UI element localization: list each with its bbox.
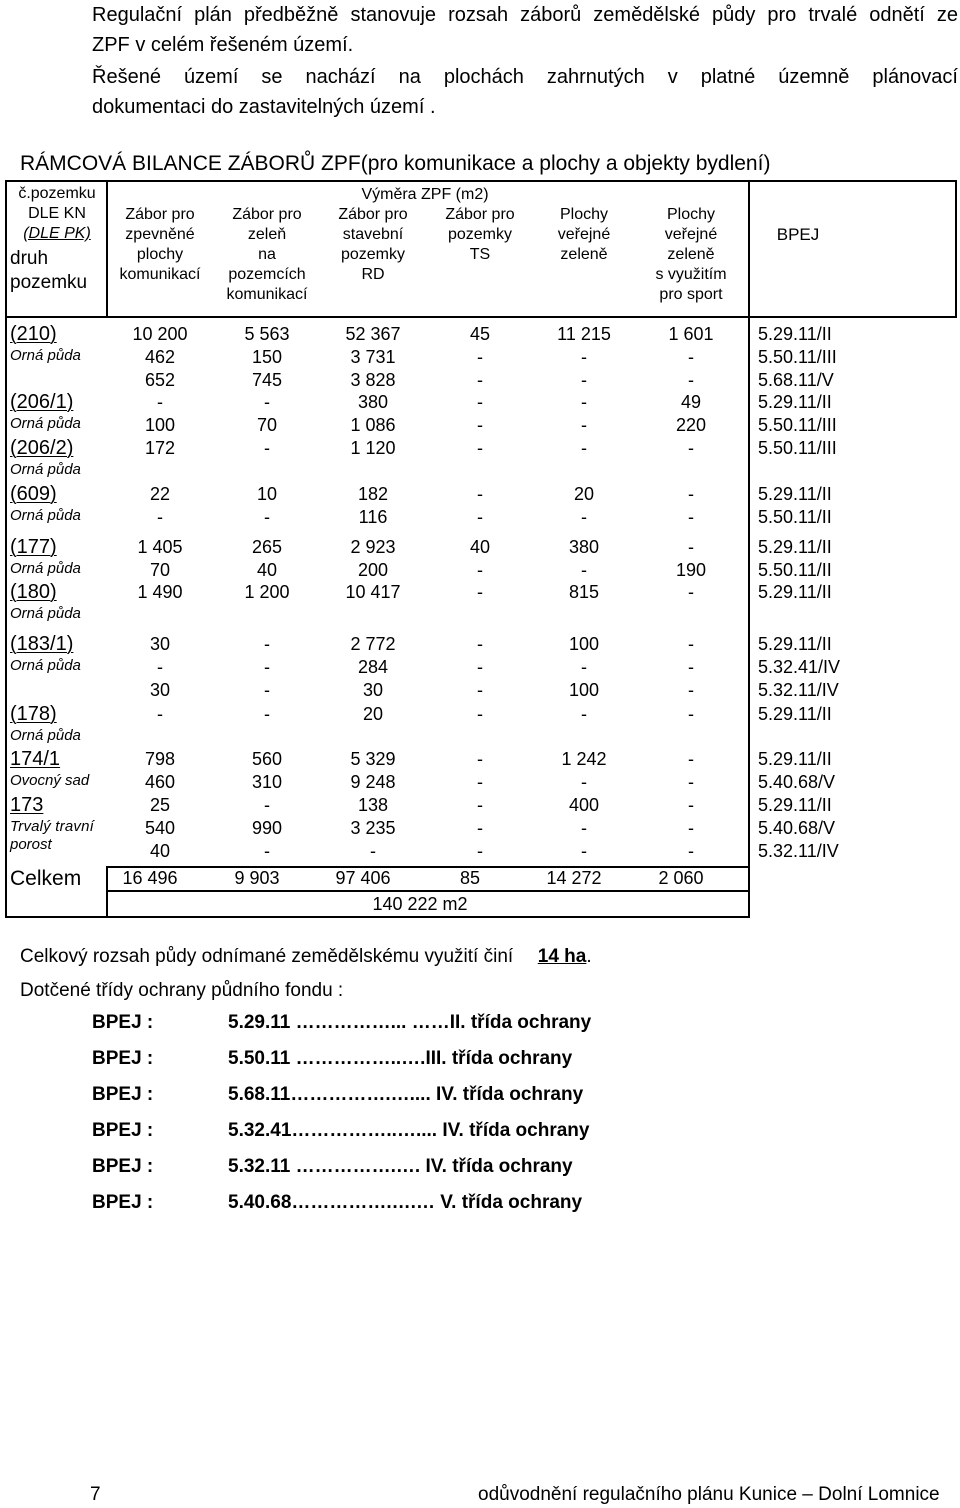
header-group: Výměra ZPF (m2) bbox=[361, 186, 489, 203]
table-cell: - bbox=[477, 657, 483, 677]
bpej-code: 5.40.68/V bbox=[758, 818, 836, 838]
table-cell: 150 bbox=[251, 347, 283, 367]
table-cell: - bbox=[688, 438, 694, 458]
table-cell: - bbox=[157, 704, 163, 724]
table-cell: - bbox=[264, 438, 270, 458]
land-type: Orná půda bbox=[10, 727, 81, 744]
bpej-list-value: 5.32.11 …………….…. IV. třída ochrany bbox=[228, 1156, 573, 1177]
total-grand: 140 222 m2 bbox=[372, 894, 468, 914]
table-cell: 200 bbox=[357, 560, 389, 580]
header-col-6-line: zeleně bbox=[667, 246, 715, 263]
table-cell: 265 bbox=[251, 537, 283, 557]
total-mid-rule bbox=[106, 890, 750, 892]
table-cell: - bbox=[477, 841, 483, 861]
table-cell: 172 bbox=[144, 438, 176, 458]
header-col-4-line: Zábor pro bbox=[445, 206, 515, 223]
table-cell: 10 bbox=[256, 484, 278, 504]
table-cell: - bbox=[581, 347, 587, 367]
bpej-code: 5.29.11/II bbox=[758, 795, 832, 815]
bpej-list-key: BPEJ : bbox=[92, 1156, 154, 1177]
summary-text: Celkový rozsah půdy odnímané zemědělskému využití činí bbox=[20, 946, 514, 967]
table-cell: - bbox=[581, 818, 587, 838]
table-cell: - bbox=[477, 347, 483, 367]
table-cell: 560 bbox=[251, 749, 283, 769]
total-cell: 16 496 bbox=[122, 868, 178, 888]
table-cell: - bbox=[688, 795, 694, 815]
table-cell: - bbox=[688, 634, 694, 654]
table-cell: 70 bbox=[256, 415, 278, 435]
table-cell: 10 417 bbox=[345, 582, 401, 602]
header-col-5-line: zeleně bbox=[560, 246, 608, 263]
header-parcel-l3: (DLE PK) bbox=[23, 225, 91, 242]
header-col-5-line: veřejné bbox=[557, 226, 611, 243]
table-cell: - bbox=[688, 818, 694, 838]
total-label: Celkem bbox=[10, 867, 82, 890]
table-cell: - bbox=[264, 657, 270, 677]
table-cell: 220 bbox=[675, 415, 707, 435]
table-cell: - bbox=[581, 438, 587, 458]
table-cell: 3 828 bbox=[350, 370, 396, 390]
table-cell: - bbox=[477, 582, 483, 602]
header-col-6 bbox=[636, 205, 746, 305]
header-col-2-line: na bbox=[258, 246, 276, 263]
intro-p1-line2: ZPF v celém řešeném území. bbox=[92, 34, 354, 56]
parcel-label: 173 bbox=[10, 794, 44, 816]
bpej-code: 5.32.11/IV bbox=[758, 841, 839, 861]
table-cell: - bbox=[581, 657, 587, 677]
header-col-5 bbox=[529, 205, 639, 265]
table-cell: 2 772 bbox=[350, 634, 396, 654]
table-cell: - bbox=[688, 370, 694, 390]
bpej-list-key: BPEJ : bbox=[92, 1120, 154, 1141]
table-cell: 30 bbox=[149, 634, 171, 654]
table-cell: - bbox=[264, 704, 270, 724]
table-cell: 100 bbox=[568, 634, 600, 654]
bpej-code: 5.29.11/II bbox=[758, 704, 832, 724]
bpej-header-box bbox=[748, 180, 957, 318]
table-cell: 190 bbox=[675, 560, 707, 580]
header-col-3-line: pozemky bbox=[340, 246, 406, 263]
table-cell: - bbox=[477, 370, 483, 390]
bpej-code: 5.50.11/II bbox=[758, 560, 832, 580]
table-cell: 9 248 bbox=[350, 772, 396, 792]
bpej-code: 5.29.11/II bbox=[758, 749, 832, 769]
header-bpej: BPEJ bbox=[776, 225, 820, 244]
land-type: Orná půda bbox=[10, 461, 81, 478]
intro-p1-line1: Regulační plán předběžně stanovuje rozsah záborů zemědělské půdy pro trvalé odnětí ze bbox=[92, 4, 958, 26]
table-cell: - bbox=[157, 507, 163, 527]
total-cell: 14 272 bbox=[546, 868, 602, 888]
bpej-code: 5.29.11/II bbox=[758, 484, 832, 504]
table-cell: - bbox=[581, 392, 587, 412]
header-col-2-line: pozemcích bbox=[228, 266, 306, 283]
table-cell: 5 329 bbox=[350, 749, 396, 769]
header-col-1-line: komunikací bbox=[119, 266, 201, 283]
table-cell: 460 bbox=[144, 772, 176, 792]
table-cell: - bbox=[581, 415, 587, 435]
table-cell: 1 490 bbox=[137, 582, 183, 602]
table-cell: 116 bbox=[358, 507, 388, 527]
header-col-1-line: zpevněné bbox=[125, 226, 195, 243]
table-cell: 40 bbox=[149, 841, 171, 861]
footer-text: odůvodnění regulačního plánu Kunice – Dolní Lomnice bbox=[478, 1484, 940, 1505]
bpej-list-value: 5.29.11 ……………... ……II. třída ochrany bbox=[228, 1012, 592, 1033]
header-col-4-line: TS bbox=[469, 246, 491, 263]
bpej-code: 5.32.41/IV bbox=[758, 657, 841, 677]
total-cell: 2 060 bbox=[658, 868, 704, 888]
intro-p2-line2: dokumentaci do zastavitelných území . bbox=[92, 96, 436, 118]
bpej-code: 5.68.11/V bbox=[758, 370, 834, 390]
bpej-code: 5.29.11/II bbox=[758, 582, 832, 602]
header-col-1 bbox=[105, 205, 215, 285]
table-cell: - bbox=[581, 841, 587, 861]
land-type-cont: porost bbox=[10, 836, 52, 853]
table-cell: - bbox=[477, 392, 483, 412]
bpej-code: 5.50.11/III bbox=[758, 415, 837, 435]
table-cell: 400 bbox=[568, 795, 600, 815]
header-col-3-line: stavební bbox=[342, 226, 404, 243]
bpej-list-value: 5.32.41……………..….... IV. třída ochrany bbox=[228, 1120, 590, 1141]
table-cell: 40 bbox=[256, 560, 278, 580]
header-parcel-l5: pozemku bbox=[10, 272, 88, 293]
parcel-label: (609) bbox=[10, 483, 57, 505]
table-cell: 182 bbox=[357, 484, 389, 504]
table-cell: - bbox=[688, 582, 694, 602]
bpej-code: 5.50.11/II bbox=[758, 507, 832, 527]
table-cell: - bbox=[477, 507, 483, 527]
header-col-4-line: pozemky bbox=[447, 226, 513, 243]
table-cell: - bbox=[477, 438, 483, 458]
parcel-label: 174/1 bbox=[10, 748, 61, 770]
parcel-label: (206/2) bbox=[10, 437, 74, 459]
table-cell: - bbox=[688, 507, 694, 527]
intro-p2-line1: Řešené území se nachází na plochách zahrnutých v platné územně plánovací bbox=[92, 66, 958, 88]
bpej-list-key: BPEJ : bbox=[92, 1192, 154, 1213]
table-cell: 310 bbox=[251, 772, 283, 792]
table-cell: 1 086 bbox=[350, 415, 396, 435]
table-cell: 540 bbox=[144, 818, 176, 838]
land-type: Trvalý travní bbox=[10, 818, 95, 835]
bpej-list-key: BPEJ : bbox=[92, 1048, 154, 1069]
land-type: Orná půda bbox=[10, 657, 81, 674]
table-cell: 30 bbox=[362, 680, 384, 700]
table-cell: - bbox=[581, 704, 587, 724]
table-cell: - bbox=[477, 560, 483, 580]
parcel-label: (178) bbox=[10, 703, 57, 725]
parcel-label: (183/1) bbox=[10, 633, 74, 655]
summary-line-2: Dotčené třídy ochrany půdního fondu : bbox=[20, 980, 344, 1001]
table-cell: - bbox=[688, 347, 694, 367]
bpej-code: 5.29.11/II bbox=[758, 537, 832, 557]
table-cell: - bbox=[477, 415, 483, 435]
header-parcel bbox=[8, 184, 106, 244]
header-col-6-line: veřejné bbox=[664, 226, 718, 243]
bpej-code: 5.50.11/III bbox=[758, 438, 837, 458]
table-cell: 1 601 bbox=[668, 324, 714, 344]
table-cell: 20 bbox=[573, 484, 595, 504]
parcel-label: (180) bbox=[10, 581, 57, 603]
bpej-list-value: 5.68.11…………….….... IV. třída ochrany bbox=[228, 1084, 584, 1105]
table-cell: 1 120 bbox=[350, 438, 396, 458]
table-cell: 462 bbox=[144, 347, 176, 367]
header-col-3 bbox=[318, 205, 428, 285]
bpej-list-key: BPEJ : bbox=[92, 1012, 154, 1033]
table-cell: - bbox=[477, 795, 483, 815]
table-cell: 652 bbox=[144, 370, 176, 390]
table-cell: - bbox=[477, 772, 483, 792]
table-cell: 20 bbox=[362, 704, 384, 724]
land-type: Orná půda bbox=[10, 415, 81, 432]
table-cell: 70 bbox=[149, 560, 171, 580]
table-cell: 52 367 bbox=[345, 324, 401, 344]
total-cell: 9 903 bbox=[234, 868, 280, 888]
header-col-4 bbox=[425, 205, 535, 265]
bpej-code: 5.50.11/III bbox=[758, 347, 837, 367]
bpej-code: 5.29.11/II bbox=[758, 634, 832, 654]
intro-paragraph-2 bbox=[92, 62, 958, 122]
total-cell: 97 406 bbox=[335, 868, 391, 888]
page-number: 7 bbox=[90, 1484, 101, 1505]
table-cell: 284 bbox=[357, 657, 389, 677]
table-cell: 745 bbox=[251, 370, 283, 390]
table-cell: 380 bbox=[357, 392, 389, 412]
table-cell: 40 bbox=[469, 537, 491, 557]
table-cell: - bbox=[688, 704, 694, 724]
header-col-6-line: pro sport bbox=[659, 286, 723, 303]
table-cell: - bbox=[688, 657, 694, 677]
parcel-label: (177) bbox=[10, 536, 57, 558]
table-cell: - bbox=[264, 634, 270, 654]
header-col-2-line: Zábor pro bbox=[232, 206, 302, 223]
table-cell: 2 923 bbox=[350, 537, 396, 557]
summary-line-1 bbox=[20, 946, 592, 968]
land-type: Orná půda bbox=[10, 560, 81, 577]
table-cell: - bbox=[581, 370, 587, 390]
table-cell: 45 bbox=[469, 324, 491, 344]
land-type: Orná půda bbox=[10, 347, 81, 364]
table-cell: - bbox=[157, 392, 163, 412]
header-col-3-line: RD bbox=[361, 266, 385, 283]
table-cell: - bbox=[157, 657, 163, 677]
table-cell: - bbox=[477, 484, 483, 504]
table-cell: - bbox=[581, 560, 587, 580]
header-parcel-l2: DLE KN bbox=[28, 205, 86, 222]
table-cell: 11 215 bbox=[557, 324, 611, 344]
bpej-list-key: BPEJ : bbox=[92, 1084, 154, 1105]
table-cell: 25 bbox=[149, 795, 171, 815]
bpej-code: 5.32.11/IV bbox=[758, 680, 839, 700]
table-cell: - bbox=[688, 484, 694, 504]
table-cell: 5 563 bbox=[244, 324, 290, 344]
header-col-2-line: zeleň bbox=[247, 226, 287, 243]
table-cell: - bbox=[264, 507, 270, 527]
table-cell: 22 bbox=[149, 484, 171, 504]
land-type: Ovocný sad bbox=[10, 772, 90, 789]
table-cell: 1 405 bbox=[137, 537, 183, 557]
table-cell: - bbox=[264, 841, 270, 861]
bpej-code: 5.40.68/V bbox=[758, 772, 836, 792]
header-col-2-line: komunikací bbox=[226, 286, 308, 303]
table-cell: 380 bbox=[568, 537, 600, 557]
table-cell: 49 bbox=[680, 392, 702, 412]
table-cell: - bbox=[688, 537, 694, 557]
table-cell: - bbox=[477, 634, 483, 654]
table-cell: 3 235 bbox=[350, 818, 396, 838]
parcel-label: (210) bbox=[10, 323, 57, 345]
table-cell: 138 bbox=[357, 795, 389, 815]
table-cell: - bbox=[581, 772, 587, 792]
header-col-1-line: plochy bbox=[136, 246, 184, 263]
summary-area-value: 14 ha bbox=[537, 946, 587, 967]
table-cell: - bbox=[688, 680, 694, 700]
table-cell: 1 242 bbox=[561, 749, 607, 769]
table-cell: - bbox=[688, 772, 694, 792]
table-cell: - bbox=[477, 749, 483, 769]
bpej-list-value: 5.40.68…………….….… V. třída ochrany bbox=[228, 1192, 583, 1213]
header-parcel-l4: druh bbox=[10, 248, 49, 269]
table-cell: - bbox=[264, 680, 270, 700]
table-cell: 3 731 bbox=[350, 347, 396, 367]
header-parcel-l1: č.pozemku bbox=[18, 185, 96, 202]
table-cell: - bbox=[264, 795, 270, 815]
table-cell: 10 200 bbox=[132, 324, 188, 344]
table-cell: 30 bbox=[149, 680, 171, 700]
parcel-label: (206/1) bbox=[10, 391, 74, 413]
bpej-code: 5.29.11/II bbox=[758, 324, 832, 344]
header-col-3-line: Zábor pro bbox=[338, 206, 408, 223]
table-cell: - bbox=[264, 392, 270, 412]
table-cell: - bbox=[581, 507, 587, 527]
intro-paragraph-1 bbox=[92, 0, 958, 60]
total-cell: 85 bbox=[459, 868, 481, 888]
header-col-1-line: Zábor pro bbox=[125, 206, 195, 223]
summary-period: . bbox=[586, 946, 592, 967]
table-cell: - bbox=[370, 841, 376, 861]
land-type: Orná půda bbox=[10, 507, 81, 524]
table-cell: - bbox=[688, 749, 694, 769]
table-cell: - bbox=[688, 841, 694, 861]
table-cell: - bbox=[477, 704, 483, 724]
land-type: Orná půda bbox=[10, 605, 81, 622]
table-cell: 990 bbox=[251, 818, 283, 838]
bpej-code: 5.29.11/II bbox=[758, 392, 832, 412]
table-title: RÁMCOVÁ BILANCE ZÁBORŮ ZPF(pro komunikace a plochy a objekty bydlení) bbox=[20, 152, 771, 175]
table-cell: - bbox=[477, 680, 483, 700]
table-cell: 1 200 bbox=[244, 582, 290, 602]
table-cell: 815 bbox=[568, 582, 600, 602]
header-col-6-line: s využitím bbox=[655, 266, 727, 283]
header-rule bbox=[5, 316, 750, 318]
header-col-6-line: Plochy bbox=[666, 206, 716, 223]
table-cell: - bbox=[477, 818, 483, 838]
header-col-5-line: Plochy bbox=[559, 206, 609, 223]
bpej-list-value: 5.50.11 ……………..….III. třída ochrany bbox=[228, 1048, 573, 1069]
table-cell: 798 bbox=[144, 749, 176, 769]
table-cell: 100 bbox=[568, 680, 600, 700]
table-cell: 100 bbox=[144, 415, 176, 435]
header-col-2 bbox=[212, 205, 322, 305]
